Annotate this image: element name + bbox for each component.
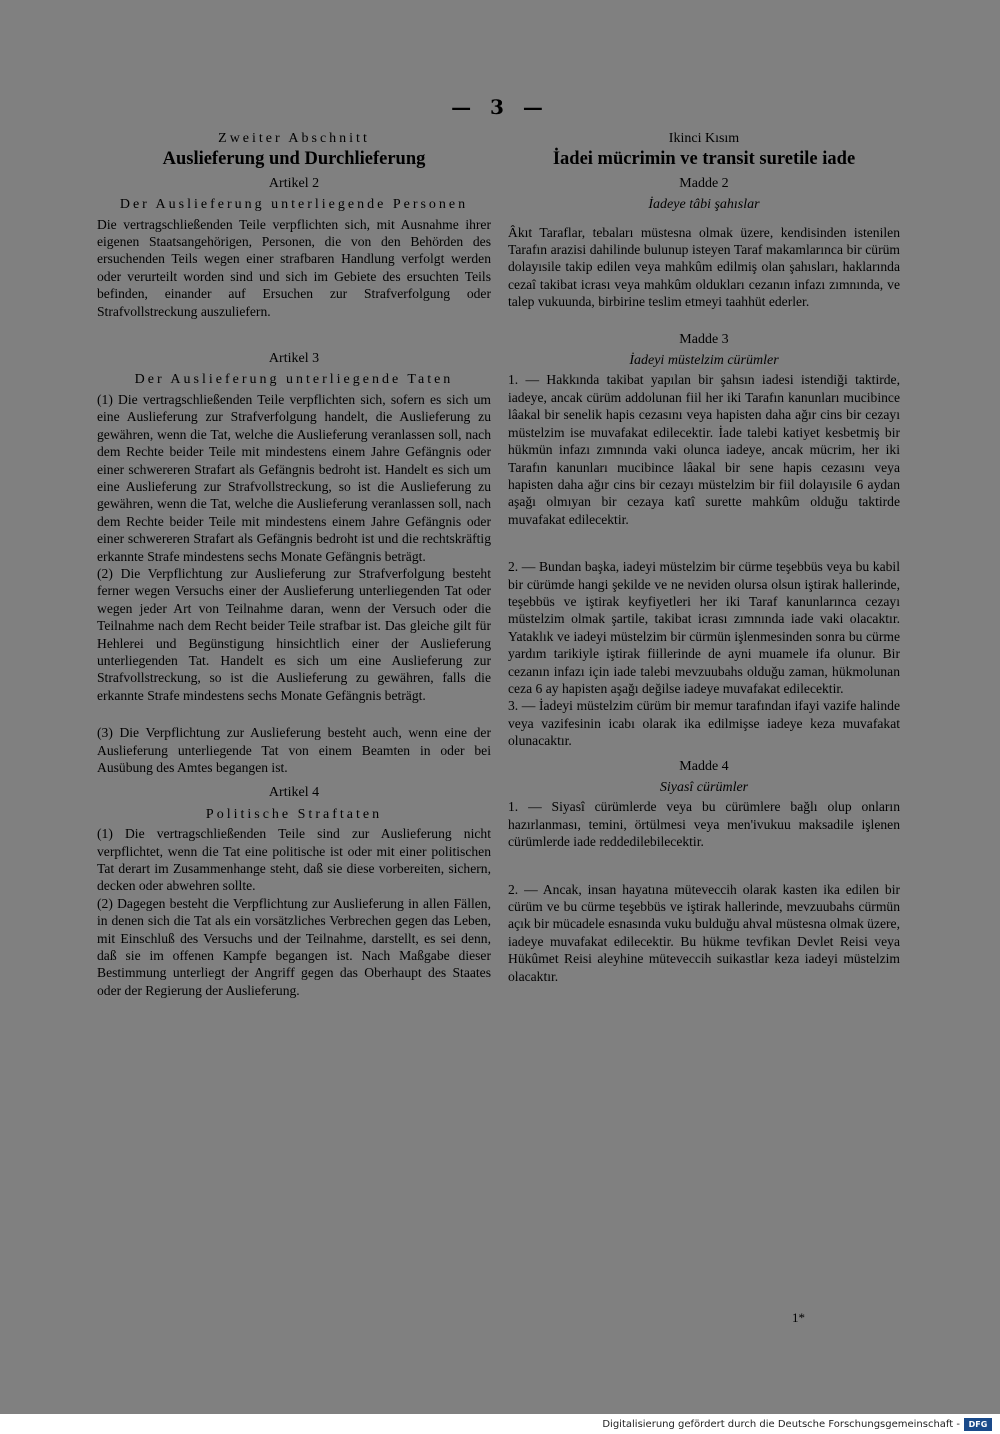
german-art3-p2: (2) Die Verpflichtung zur Auslieferung zur Strafverfolgung besteht ferner wegen Versuchs einer der Auslieferung unterliegenden Tat oder wegen jeder Art von Teilnahme daran, wenn der Versuch oder die Teilnahme nach dem Recht beider Teile strafbar ist. Das gleiche gilt für Hehlerei und Begünstigung hinsichtlich einer der Auslieferung unterliegenden Tat. Handelt es sich um eine Auslieferung zur Strafvollstreckung, so ist die Auslieferung zu gewähren, falls die erkannte Strafe mindestens sechs Monate Gefängnis beträgt. bbox=[97, 565, 491, 703]
turkish-madde2-subheading: İadeye tâbi şahıslar bbox=[648, 197, 760, 213]
turkish-madde3-p2: 2. — Bundan başka, iadeyi müstelzim bir cürme teşebbüs veya bu kabil bir cürümde hangi şekilde ve ne neviden olursa olsun iştirak hallerinde, teşebbüs ve iştirak keyfiyetleri her iki Taraf kanunlarınca cezayı müstelzim olmak şartile, takibat icrası zımnında iade vaki olacaktır. Yataklık ve iadeyi müstelzim bir cürmün işlenmesinden sonra bu cürme yardım tarikiyle iştirak fiillerinde de ayni muamele ifa olunur. Bir cezanın infazı için iade talebi mevzuubahs olduğu zaman, hükmolunan ceza 6 ay hapisten aşağı değilse iadeye muvafakat edilecektir. bbox=[508, 559, 900, 696]
german-art4-p2: (2) Dagegen besteht die Verpflichtung zur Auslieferung in allen Fällen, in denen sich die Tat als ein vorsätzliches Verbrechen gegen das Leben, mit Einschluß des Versuchs und der Teilnahme, darstellt, es sei denn, daß sie im offenen Kampfe begangen ist. Nach Maßgabe dieser Bestimmung unterliegt der Angriff gegen das Oberhaupt des Staates oder der Regierung der Auslieferung. bbox=[97, 895, 491, 998]
footer-text: Digitalisierung gefördert durch die Deutsche Forschungsgemeinschaft - bbox=[602, 1419, 960, 1430]
german-art2-text: Die vertragschließenden Teile verpflichten sich, mit Ausnahme ihrer eigenen Staatsangehörigen, Personen, die von den Behörden des ersuchenden Teils wegen einer strafbaren Handlung verfolgt werden oder verurteilt worden sind und sich im Gebiete des ersuchten Teils befinden, einander auf Ersuchen zur Strafverfolgung oder Strafvollstreckung auszuliefern. bbox=[97, 216, 491, 319]
turkish-madde4-heading: Madde 4 bbox=[679, 758, 729, 774]
turkish-madde3-p3: 3. — İadeyi müstelzim cürüm bir memur tarafından ifayi vazife halinde veya vazifesinin icabı olarak ika edilmişse iadeye keza muvafakat olunacaktır. bbox=[508, 698, 900, 749]
german-art3-p1: (1) Die vertragschließenden Teile verpflichten sich, sofern es sich um eine Auslieferung zur Strafverfolgung handelt, die Auslieferung zu gewähren, wenn die Tat, welche die Auslieferung veranlassen soll, nach dem Rechte beider Teile mit mindestens einem Jahre Gefängnis oder einer schwereren Strafart als Gefängnis bedroht ist. Handelt es sich um eine Auslieferung zur Strafvollstreckung, so ist die Auslieferung zu gewähren, wenn die Tat, welche die Auslieferung veranlassen soll, nach dem Rechte beider Teile mit mindestens einem Jahre Gefängnis oder einer schwereren Strafart als Gefängnis bedroht ist und die rechtskräftig erkannte Strafe mindestens sechs Monate Gefängnis beträgt. bbox=[97, 391, 491, 564]
german-art4-heading: Artikel 4 bbox=[268, 785, 320, 801]
german-section-heading: Zweiter Abschnitt bbox=[218, 131, 370, 146]
turkish-madde4-p1: 1. — Siyasî cürümlerde veya bu cürümlere bağlı olup onların hazırlanması, temini, örtülmesi veya men'ivukuu maksadile işlenen cürümlerde iade reddedilebilecektir. bbox=[508, 799, 900, 850]
turkish-madde4-p2: 2. — Ancak, insan hayatına müteveccih olarak kasten ika edilen bir cürüm ve bu cürme teşebbüs ve iştirak hallerinde, mevzuubahs cürmün açık bir mücadele esnasında vuku bulduğu ahval müstesna olmak üzere, iadeye muvafakat edilecektir. Bu hükme tevfikan Devlet Reisi veya Hükûmet Reisi aleyhine müteveccih suikastlar keza iadeyi müstelzim olacaktır. bbox=[508, 881, 900, 984]
turkish-column bbox=[508, 130, 900, 985]
german-art3-subheading: Der Auslieferung unterliegende Taten bbox=[134, 372, 454, 388]
dfg-logo-icon: DFG bbox=[964, 1418, 992, 1431]
turkish-madde3-p1: 1. — Hakkında takibat yapılan bir şahsın iadesi istendiği taktirde, iadeye, ancak cürüm addolunan fiil her iki Tarafın kanunları mucibince lâakal bir senelik hapis cezasını veya hapisten daha ağır cins bir cezayı müstelzim ise muvafakat edilecektir. İade talebi katiyet kesbetmiş bir hükmün infazı zımnında vaki olunca iadeye, ancak mücrim, her iki Tarafın kanunları mucibince lâakal bir sene hapis cezasını veya hapisten daha ağır cins bir cezayı müstelzim bir fiil dolayısile 6 aydan aşağı olmıyan bir cezaya katî surette mahkûm olduğu taktirde muvafakat edilecektir. bbox=[508, 372, 900, 527]
turkish-madde2-text: Âkıt Taraflar, tebaları müstesna olmak üzere, kendisinden istenilen Tarafın arazisi dahilinde bulunup isteyen Taraf makamlarınca bir cürüm dolayısile takip edilen veya mahkûm edilmiş olan şahısları, haklarında cezaî takibat icrası veya mahkûm oldukları cezanın infazı zımnında, ve talep vukuunda, birbirine teslim etmeyi taahhüt ederler. bbox=[508, 224, 900, 310]
turkish-section-heading: Ikinci Kısım bbox=[668, 131, 740, 146]
german-art3-p3: (3) Die Verpflichtung zur Auslieferung besteht auch, wenn eine der Auslieferung unterliegende Tat von einem Beamten in oder bei Ausübung des Amtes begangen ist. bbox=[97, 725, 491, 775]
signature-mark: 1* bbox=[792, 1310, 805, 1325]
turkish-madde3-heading: Madde 3 bbox=[679, 331, 729, 347]
german-art4-subheading: Politische Straftaten bbox=[205, 806, 383, 822]
page-number: — 3 — bbox=[451, 95, 549, 119]
german-title: Auslieferung und Durchlieferung bbox=[162, 149, 426, 170]
footer-bar bbox=[0, 1416, 1000, 1434]
turkish-madde2-heading: Madde 2 bbox=[679, 175, 729, 191]
turkish-madde3-subheading: İadeyi müstelzim cürümler bbox=[629, 353, 779, 369]
german-art4-p1: (1) Die vertragschließenden Teile sind zur Auslieferung nicht verpflichtet, wenn die Tat eine politische ist oder mit einer politischen Tat derart im Zusammenhange steht, daß sie diese vorbereiten, sichern, decken oder abwehren sollte. bbox=[97, 826, 491, 894]
turkish-madde4-subheading: Siyasî cürümler bbox=[659, 780, 749, 795]
german-art2-subheading: Der Auslieferung unterliegende Personen bbox=[119, 197, 469, 213]
turkish-title: İadei mücrimin ve transit suretile iade bbox=[552, 149, 856, 170]
german-column bbox=[97, 130, 491, 999]
german-art2-heading: Artikel 2 bbox=[268, 175, 320, 191]
german-art3-heading: Artikel 3 bbox=[268, 351, 320, 367]
